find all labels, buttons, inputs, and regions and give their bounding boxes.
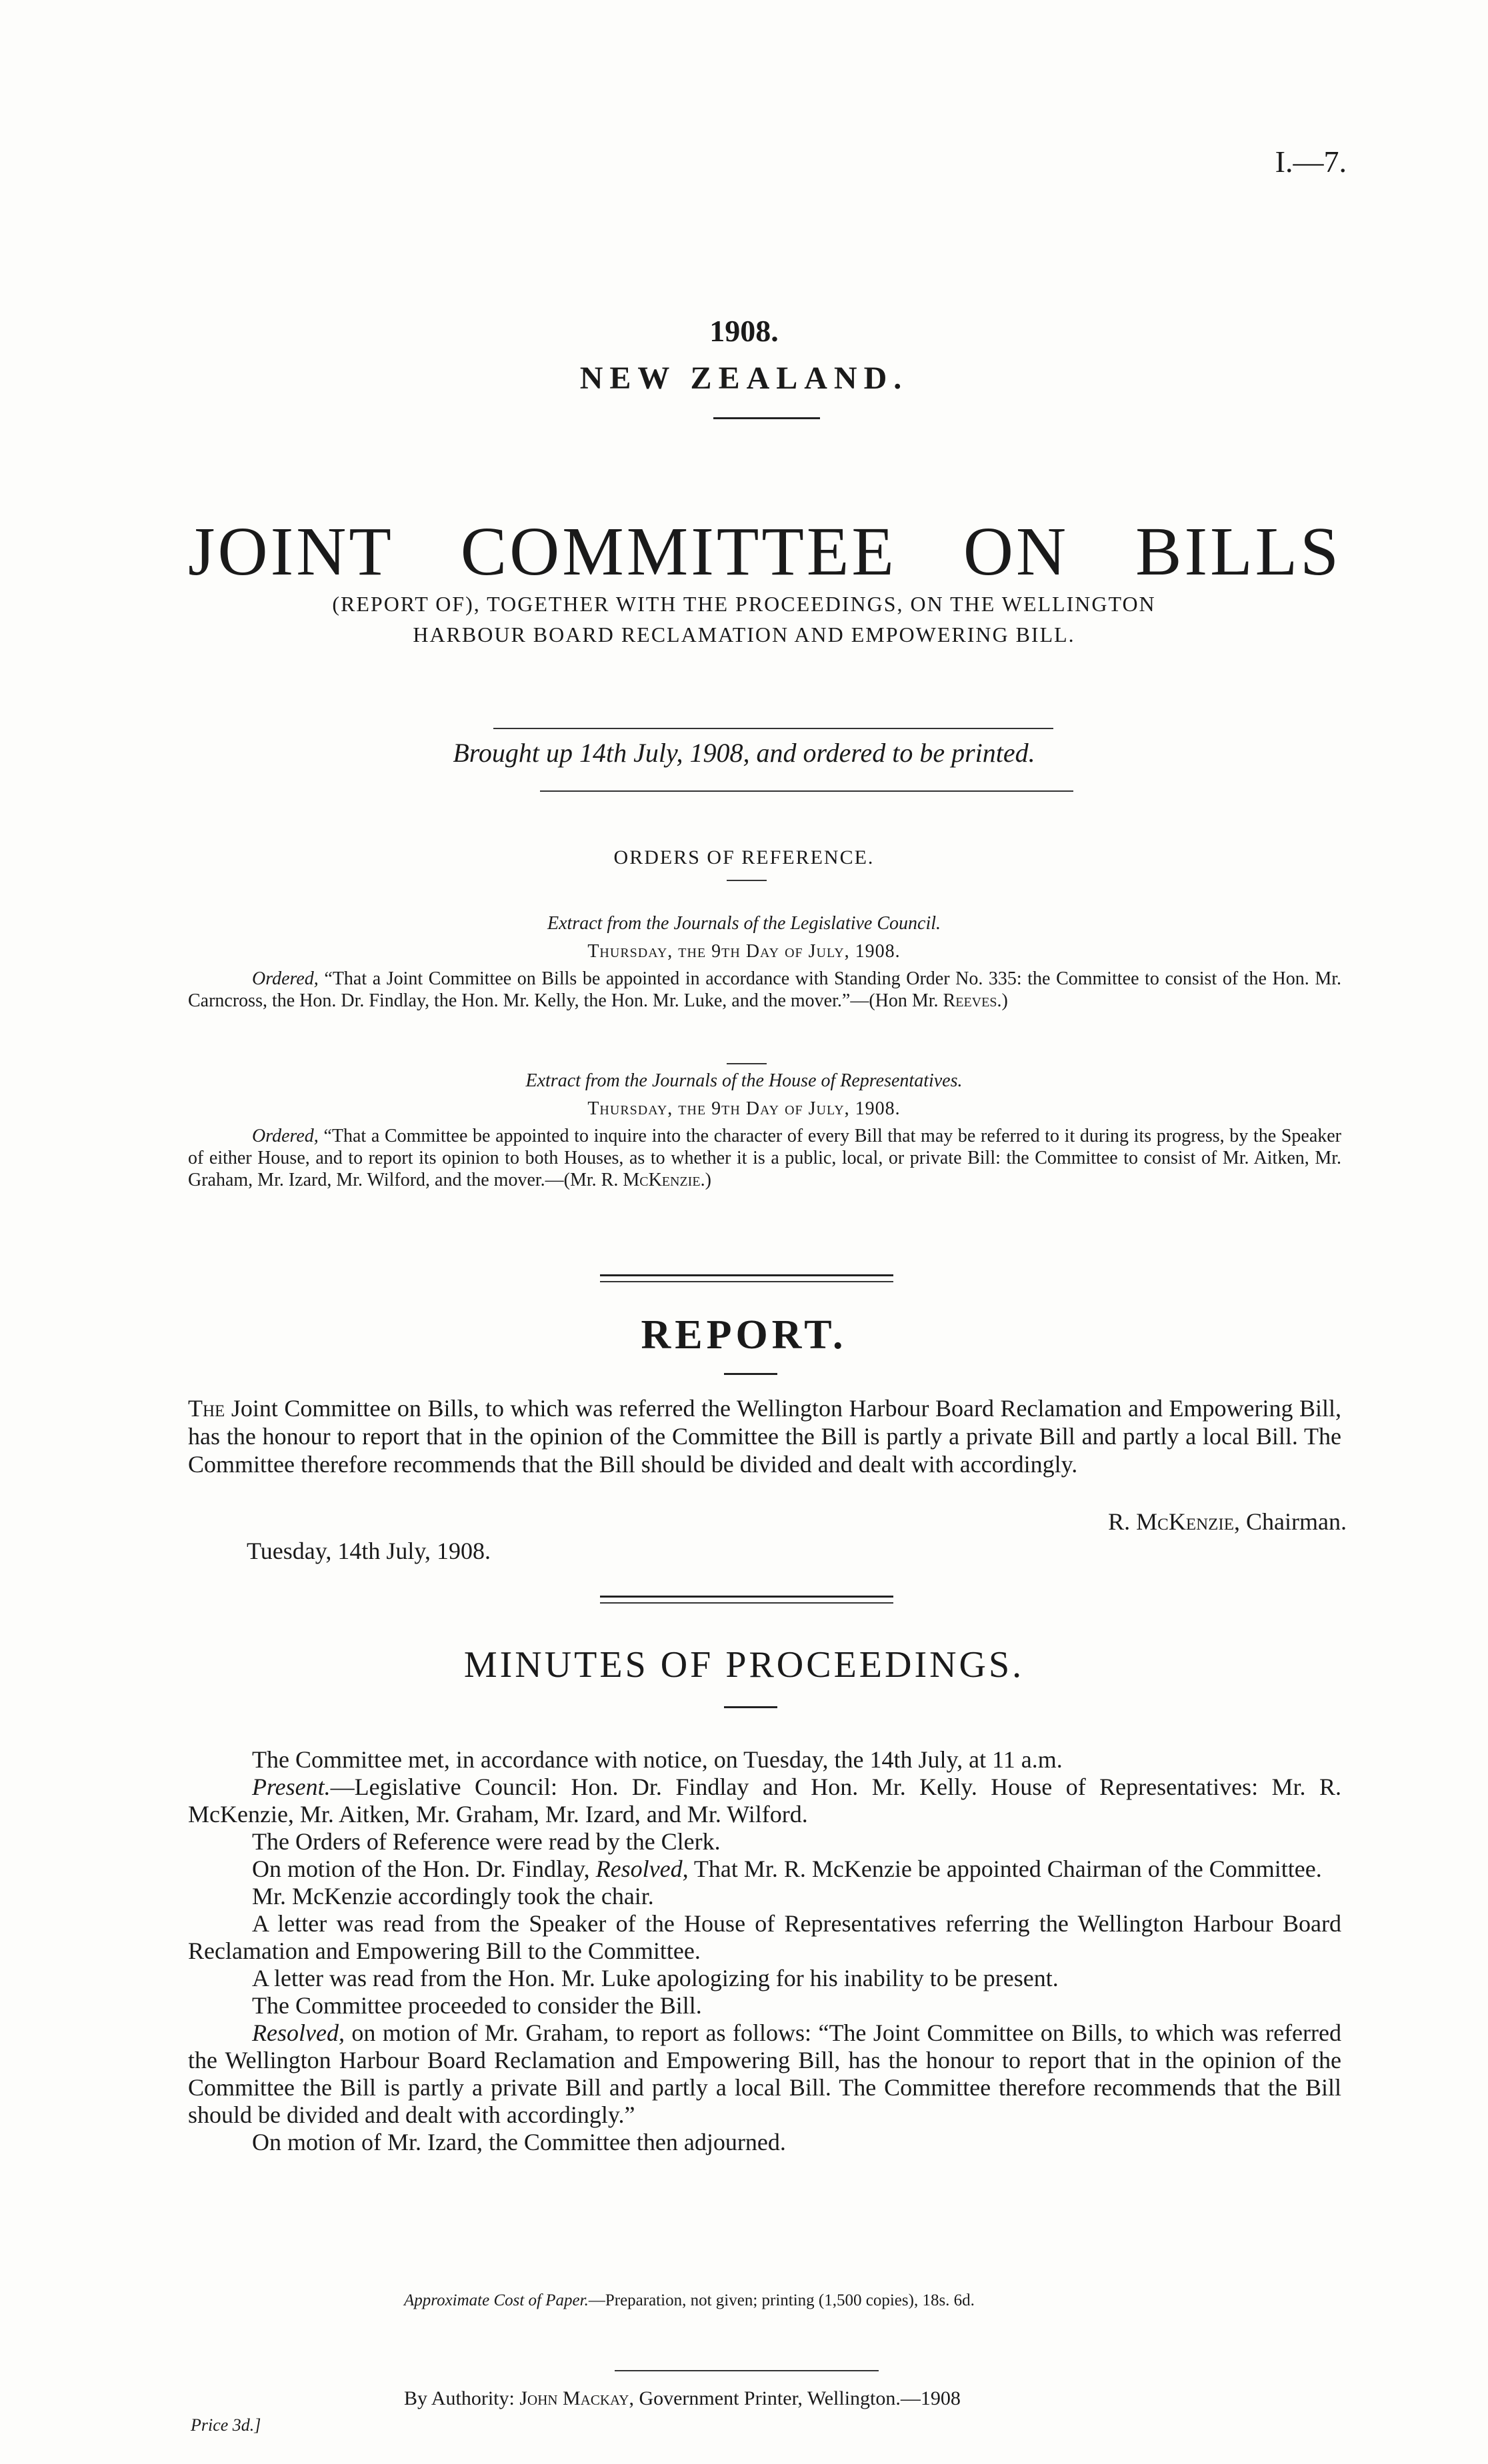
cost-note: Approximate Cost of Paper.—Preparation, not given; printing (1,500 copies), 18s. 6d. [404, 2291, 975, 2309]
divider [727, 1063, 767, 1064]
orders-heading: ORDERS OF REFERENCE. [613, 846, 875, 868]
title-word: JOINT [188, 513, 394, 590]
minutes-heading: MINUTES OF PROCEEDINGS. [463, 1644, 1025, 1686]
council-source: Extract from the Journals of the Legislative Council. [547, 913, 941, 934]
minutes-paragraph: Mr. McKenzie accordingly took the chair. [252, 1883, 654, 1909]
divider [540, 790, 1073, 792]
divider [713, 417, 820, 419]
chairman-name: McKenzie [1136, 1508, 1235, 1535]
report-lead-word: The [188, 1395, 225, 1422]
mover-name: Reeves [943, 990, 997, 1011]
ordered-label: Ordered, [252, 1126, 319, 1146]
brought-up-note: Brought up 14th July, 1908, and ordered to be printed. [453, 738, 1035, 768]
minutes-paragraph: On motion of the Hon. Dr. Findlay, Resolved, That Mr. R. McKenzie be appointed Chairman of the Committee. [252, 1855, 1322, 1882]
minutes-paragraph: A letter was read from the Speaker of the House of Representatives referring the Wellington Harbour Board Reclamation and Empowering Bill to the Committee. [188, 1910, 1341, 1964]
printer-name: John Mackay [519, 2387, 629, 2409]
minutes-paragraph: On motion of Mr. Izard, the Committee then adjourned. [252, 2129, 786, 2155]
minutes-paragraph: Present.—Legislative Council: Hon. Dr. Findlay and Hon. Mr. Kelly. House of Representatives: Mr. R. McKenzie, Mr. Aitken, Mr. Graham, Mr. Izard, and Mr. Wilford. [188, 1774, 1341, 1828]
minutes-body [188, 1746, 1341, 2156]
house-source: Extract from the Journals of the House of Representatives. [525, 1070, 963, 1091]
minutes-paragraph: A letter was read from the Hon. Mr. Luke apologizing for his inability to be present. [252, 1965, 1059, 1991]
divider [724, 1706, 777, 1708]
title-word: BILLS [1135, 513, 1341, 590]
page-reference: I.—7. [1275, 145, 1347, 179]
minutes-paragraph: The Orders of Reference were read by the Clerk. [252, 1828, 721, 1855]
subtitle-line: (REPORT OF), TOGETHER WITH THE PROCEEDINGS, ON THE WELLINGTON [332, 592, 1156, 616]
price-note: Price 3d.] [191, 2415, 261, 2435]
printer-authority: By Authority: John Mackay, Government Printer, Wellington.—1908 [404, 2387, 961, 2409]
divider [493, 728, 1053, 729]
report-date: Tuesday, 14th July, 1908. [247, 1538, 491, 1564]
divider [600, 1596, 893, 1598]
divider [615, 2370, 879, 2371]
country: NEW ZEALAND. [579, 361, 909, 396]
divider [727, 880, 767, 881]
minutes-paragraph: The Committee proceeded to consider the Bill. [252, 1992, 702, 2019]
report-body: The Joint Committee on Bills, to which was referred the Wellington Harbour Board Reclamation and Empowering Bill, has the honour to report that in the opinion of the Committee the Bill is partly a private Bill and partly a local Bill. The Committee therefore recommends that the Bill should be divided and dealt with accordingly. [188, 1395, 1341, 1478]
document-title [188, 512, 1341, 591]
house-order-text: Ordered, “That a Committee be appointed to inquire into the character of every Bill that may be referred to it during its progress, by the Speaker of either House, and to report its opinion to both Houses, as to whether it is a public, local, or private Bill: the Committee to consist of Mr. Aitken, Mr. Graham, Mr. Izard, Mr. Wilford, and the mover.—(Mr. R. McKenzie.) [188, 1126, 1342, 1190]
divider [600, 1602, 893, 1604]
year: 1908. [709, 314, 779, 348]
divider [724, 1373, 777, 1375]
council-date: Thursday, the 9th Day of July, 1908. [587, 941, 901, 962]
title-word: ON [963, 513, 1069, 590]
subtitle-line: HARBOUR BOARD RECLAMATION AND EMPOWERING BILL. [413, 622, 1075, 646]
title-word: COMMITTEE [460, 513, 897, 590]
house-date: Thursday, the 9th Day of July, 1908. [587, 1098, 901, 1119]
report-signature: R. McKenzie, Chairman. [1108, 1508, 1347, 1535]
report-heading: REPORT. [641, 1312, 847, 1358]
ordered-label: Ordered, [252, 968, 319, 989]
mover-name: McKenzie [623, 1170, 701, 1190]
minutes-paragraph: Resolved, on motion of Mr. Graham, to report as follows: “The Joint Committee on Bills, to which was referred the Wellington Harbour Board Reclamation and Empowering Bill, has the honour to report that in the opinion of the Committee the Bill is partly a private Bill and partly a local Bill. The Committee therefore recommends that the Bill should be divided and dealt with accordingly.” [188, 2019, 1341, 2128]
council-order-text: Ordered, “That a Joint Committee on Bills be appointed in accordance with Standing Order No. 335: the Committee to consist of the Hon. Mr. Carncross, the Hon. Dr. Findlay, the Hon. Mr. Kelly, the Hon. Mr. Luke, and the mover.”—(Hon Mr. Reeves.) [188, 968, 1342, 1011]
divider [600, 1281, 893, 1282]
divider [600, 1274, 893, 1276]
minutes-paragraph: The Committee met, in accordance with notice, on Tuesday, the 14th July, at 11 a.m. [252, 1746, 1063, 1773]
